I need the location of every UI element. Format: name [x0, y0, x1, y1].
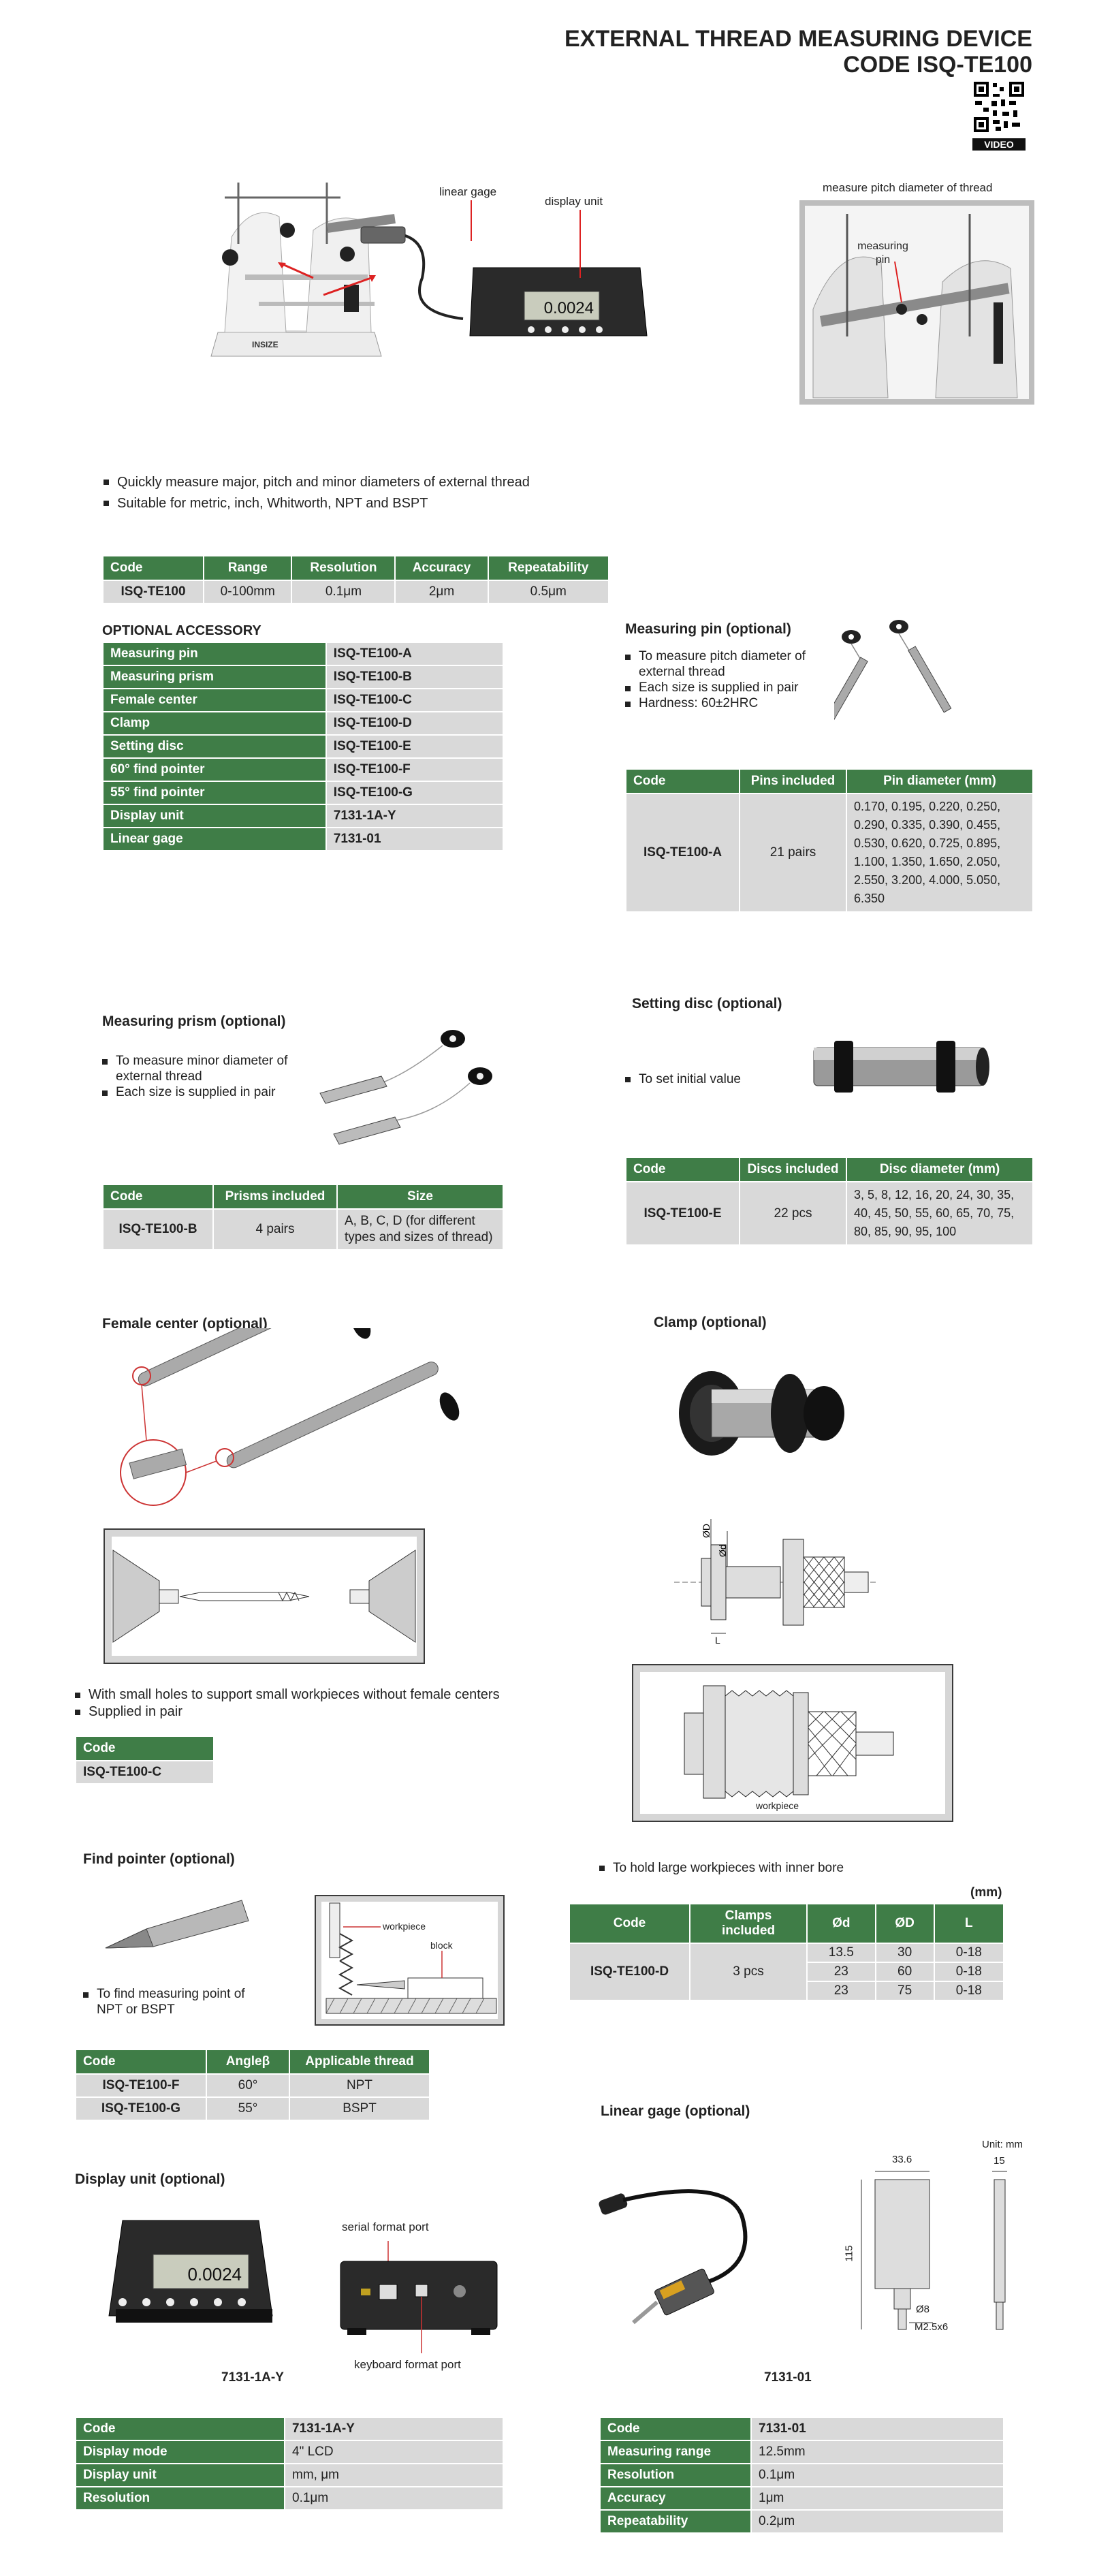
accessory-table [102, 642, 504, 851]
table-row [76, 2464, 503, 2487]
title-line-2: CODE ISQ-TE100 [843, 52, 1032, 78]
prism-cell: 4 pairs [213, 1209, 337, 1250]
accessory-name: 55° find pointer [103, 781, 326, 804]
linear-value: 12.5mm [751, 2440, 1004, 2464]
linear-gage-drawing [814, 2152, 1025, 2336]
prism-bullets [102, 1053, 300, 1100]
pointer-header: Code [76, 2049, 206, 2074]
video-badge: VIDEO [972, 138, 1026, 151]
prism-header: Size [337, 1184, 503, 1209]
pointer-table [75, 2049, 430, 2121]
clamp-cell: 0-18 [934, 1943, 1004, 1962]
feature-item: Suitable for metric, inch, Whitworth, NPT and BSPT [104, 494, 530, 512]
linear-caption: 7131-01 [764, 2370, 812, 2385]
display-table [75, 2417, 504, 2511]
disc-cell: ISQ-TE100-E [626, 1182, 740, 1245]
disc-bullets [625, 1071, 741, 1088]
table-row [626, 794, 1033, 912]
table-row [103, 804, 503, 828]
prism-title: Measuring prism (optional) [102, 1014, 286, 1029]
spec-header: Code [103, 556, 204, 580]
accessory-code: ISQ-TE100-B [326, 665, 503, 689]
disc-title: Setting disc (optional) [632, 996, 782, 1011]
pointer-header: Angleβ [206, 2049, 289, 2074]
table-row [76, 1761, 214, 1784]
label-linear-gage: linear gage [439, 185, 497, 198]
spec-table [102, 555, 609, 604]
linear-gage-pointer-line [470, 200, 473, 241]
display-value: mm, μm [285, 2464, 503, 2487]
display-key: Display mode [76, 2440, 285, 2464]
spec-header: Range [204, 556, 291, 580]
disc-cell: 22 pcs [740, 1182, 846, 1245]
clamp-header: ØD [876, 1904, 934, 1943]
linear-dim-width: 33.6 [892, 2154, 912, 2165]
measuring-pin-image [834, 613, 998, 736]
display-caption: 7131-1A-Y [221, 2370, 284, 2385]
accessory-code: ISQ-TE100-F [326, 758, 503, 781]
table-row [76, 2440, 503, 2464]
pin-header: Pin diameter (mm) [846, 769, 1033, 794]
pointer-cell: BSPT [289, 2097, 430, 2120]
accessory-name: 60° find pointer [103, 758, 326, 781]
linear-title: Linear gage (optional) [601, 2103, 750, 2119]
table-row [103, 735, 503, 758]
pin-bullet: To measure pitch diameter of external thread [625, 648, 829, 680]
clamp-cell: 0-18 [934, 1962, 1004, 1981]
pin-header: Code [626, 769, 740, 794]
display-label-keyboard: keyboard format port [354, 2358, 461, 2371]
accessory-code: 7131-1A-Y [326, 804, 503, 828]
clamp-image [671, 1345, 861, 1481]
table-row [569, 1943, 1004, 1962]
linear-dim-stem: Ø8 [916, 2304, 930, 2315]
pin-bullet: Hardness: 60±2HRC [625, 695, 829, 711]
display-value: 7131-1A-Y [285, 2417, 503, 2440]
device-image [204, 155, 667, 380]
pointer-cell: 60° [206, 2074, 289, 2097]
prism-header: Prisms included [213, 1184, 337, 1209]
accessory-name: Linear gage [103, 828, 326, 851]
clamp-cell: 30 [876, 1943, 934, 1962]
female-center-diagram [104, 1528, 425, 1664]
setting-disc-image [807, 1033, 994, 1101]
clamp-cell: 13.5 [807, 1943, 876, 1962]
spec-cell: 0.1μm [291, 580, 395, 603]
pointer-bullets [83, 1986, 260, 2017]
display-value: 0.1μm [285, 2487, 503, 2510]
accessory-name: Clamp [103, 712, 326, 735]
table-row [103, 580, 609, 603]
display-unit-image [102, 2214, 279, 2329]
prism-header: Code [103, 1184, 213, 1209]
accessory-code: ISQ-TE100-A [326, 642, 503, 665]
clamp-header: Code [569, 1904, 690, 1943]
disc-header: Code [626, 1157, 740, 1182]
disc-header: Disc diameter (mm) [846, 1157, 1033, 1182]
clamp-header: Clamps included [690, 1904, 807, 1943]
linear-key: Code [600, 2417, 751, 2440]
disc-cell: 3, 5, 8, 12, 16, 20, 24, 30, 35, 40, 45, 50, 55, 60, 65, 70, 75, 80, 85, 90, 95, 100 [846, 1182, 1033, 1245]
accessory-code: ISQ-TE100-D [326, 712, 503, 735]
page-title [565, 26, 1032, 78]
linear-key: Resolution [600, 2464, 751, 2487]
clamp-workpiece-label: workpiece [756, 1800, 799, 1811]
table-row [600, 2510, 1004, 2533]
linear-unit: Unit: mm [982, 2139, 1023, 2150]
table-row [626, 1182, 1033, 1245]
pin-cell: 21 pairs [740, 794, 846, 912]
clamp-title: Clamp (optional) [654, 1315, 767, 1330]
linear-dim-thread: M2.5x6 [915, 2321, 949, 2333]
table-row [600, 2440, 1004, 2464]
pin-header: Pins included [740, 769, 846, 794]
spec-cell: 0.5μm [488, 580, 609, 603]
display-ports-image [337, 2241, 501, 2357]
prism-cell: A, B, C, D (for different types and sizes of thread) [337, 1209, 503, 1250]
clamp-dim-d: Ød [717, 1544, 728, 1557]
pin-bullet: Each size is supplied in pair [625, 680, 829, 695]
accessory-code: ISQ-TE100-E [326, 735, 503, 758]
find-pointer-image [99, 1894, 252, 1958]
female-center-image [109, 1328, 477, 1512]
pointer-cell: ISQ-TE100-G [76, 2097, 206, 2120]
display-unit-pointer-line [579, 210, 582, 278]
table-row [76, 2097, 430, 2120]
clamp-included: 3 pcs [690, 1943, 807, 2000]
clamp-cell: 23 [807, 1981, 876, 2000]
display-key: Resolution [76, 2487, 285, 2510]
table-row [103, 781, 503, 804]
display-label-serial: serial format port [342, 2220, 429, 2233]
pointer-label-block: block [430, 1940, 453, 1951]
pin-cell: 0.170, 0.195, 0.220, 0.250, 0.290, 0.335, 0.390, 0.455, 0.530, 0.620, 0.725, 0.895, 1.100, 1.350, 1.650, 2.050, 2.550, 3.200, 4.000, 5.050, 6.350 [846, 794, 1033, 912]
table-row [103, 758, 503, 781]
feature-item: Quickly measure major, pitch and minor diameters of external thread [104, 473, 530, 491]
linear-dim-side: 15 [994, 2155, 1005, 2167]
disc-header: Discs included [740, 1157, 846, 1182]
female-title: Female center (optional) [102, 1316, 268, 1332]
linear-value: 7131-01 [751, 2417, 1004, 2440]
spec-header: Repeatability [488, 556, 609, 580]
title-line-1: EXTERNAL THREAD MEASURING DEVICE [565, 26, 1032, 52]
pointer-cell: ISQ-TE100-F [76, 2074, 206, 2097]
clamp-cell: 0-18 [934, 1981, 1004, 2000]
table-row [103, 1209, 503, 1250]
linear-gage-image [592, 2176, 763, 2329]
pin-title: Measuring pin (optional) [625, 621, 791, 637]
label-measuring-pin: measuring pin [857, 240, 908, 266]
clamp-header: L [934, 1904, 1004, 1943]
clamp-dim-D: ØD [701, 1524, 712, 1538]
clamp-code: ISQ-TE100-D [569, 1943, 690, 2000]
measuring-prism-image [306, 1018, 518, 1148]
table-row [76, 2417, 503, 2440]
display-value: 4" LCD [285, 2440, 503, 2464]
accessory-code: ISQ-TE100-C [326, 689, 503, 712]
spec-header: Accuracy [395, 556, 488, 580]
label-pitch-diameter: measure pitch diameter of thread [823, 181, 993, 194]
linear-key: Repeatability [600, 2510, 751, 2533]
female-bullet: Supplied in pair [75, 1703, 500, 1721]
female-bullet: With small holes to support small workpieces without female centers [75, 1686, 500, 1703]
prism-cell: ISQ-TE100-B [103, 1209, 213, 1250]
accessory-name: Measuring pin [103, 642, 326, 665]
spec-cell: ISQ-TE100 [103, 580, 204, 603]
linear-value: 0.2μm [751, 2510, 1004, 2533]
prism-bullet: Each size is supplied in pair [102, 1084, 300, 1100]
clamp-cell: 60 [876, 1962, 934, 1981]
table-row [103, 642, 503, 665]
pointer-bullet: To find measuring point of NPT or BSPT [83, 1986, 260, 2017]
prism-bullet: To measure minor diameter of external thread [102, 1053, 300, 1084]
disc-bullet: To set initial value [625, 1071, 741, 1088]
linear-key: Measuring range [600, 2440, 751, 2464]
female-code: ISQ-TE100-C [76, 1761, 214, 1784]
pin-bullets [625, 648, 829, 711]
table-row [600, 2464, 1004, 2487]
accessory-code: 7131-01 [326, 828, 503, 851]
pointer-cell: NPT [289, 2074, 430, 2097]
hero-brand-logo: INSIZE [252, 340, 279, 349]
table-row [76, 2074, 430, 2097]
clamp-table [569, 1903, 1004, 2001]
video-qr-code[interactable] [972, 80, 1026, 150]
accessory-code: ISQ-TE100-G [326, 781, 503, 804]
pointer-cell: 55° [206, 2097, 289, 2120]
qr-code-icon [972, 80, 1026, 133]
female-bullets [75, 1686, 500, 1721]
accessory-title: OPTIONAL ACCESSORY [102, 623, 261, 638]
prism-table [102, 1184, 504, 1251]
linear-value: 0.1μm [751, 2464, 1004, 2487]
accessory-name: Measuring prism [103, 665, 326, 689]
clamp-bullet: To hold large workpieces with inner bore [599, 1859, 844, 1877]
feature-list [104, 473, 530, 512]
find-pointer-diagram [315, 1895, 505, 2026]
spec-cell: 0-100mm [204, 580, 291, 603]
clamp-cell: 75 [876, 1981, 934, 2000]
clamp-cell: 23 [807, 1962, 876, 1981]
linear-key: Accuracy [600, 2487, 751, 2510]
accessory-name: Display unit [103, 804, 326, 828]
table-row [103, 665, 503, 689]
linear-dim-height: 115 [843, 2245, 855, 2262]
pointer-label-workpiece: workpiece [383, 1921, 426, 1932]
table-row [600, 2417, 1004, 2440]
display-unit-reading: 0.0024 [187, 2264, 242, 2284]
pin-cell: ISQ-TE100-A [626, 794, 740, 912]
table-row [103, 689, 503, 712]
table-row [600, 2487, 1004, 2510]
pin-table [625, 768, 1034, 913]
clamp-header: Ød [807, 1904, 876, 1943]
disc-table [625, 1157, 1034, 1246]
clamp-workpiece-diagram [632, 1664, 953, 1822]
clamp-unit: (mm) [970, 1885, 1002, 1900]
pitch-detail-image [799, 200, 1034, 405]
linear-table [599, 2417, 1004, 2534]
table-row [103, 712, 503, 735]
spec-header: Resolution [291, 556, 395, 580]
display-key: Code [76, 2417, 285, 2440]
clamp-dimension-diagram [674, 1518, 878, 1647]
spec-cell: 2μm [395, 580, 488, 603]
hero-display-reading: 0.0024 [543, 299, 594, 317]
display-key: Display unit [76, 2464, 285, 2487]
female-table [75, 1735, 215, 1785]
accessory-name: Setting disc [103, 735, 326, 758]
display-title: Display unit (optional) [75, 2171, 225, 2187]
pointer-header: Applicable thread [289, 2049, 430, 2074]
female-header: Code [76, 1736, 214, 1761]
pointer-title: Find pointer (optional) [83, 1851, 235, 1867]
clamp-bullets [599, 1859, 844, 1877]
table-row [76, 2487, 503, 2510]
linear-value: 1μm [751, 2487, 1004, 2510]
accessory-name: Female center [103, 689, 326, 712]
clamp-dim-L: L [715, 1635, 720, 1646]
label-display-unit: display unit [545, 195, 603, 208]
table-row [103, 828, 503, 851]
